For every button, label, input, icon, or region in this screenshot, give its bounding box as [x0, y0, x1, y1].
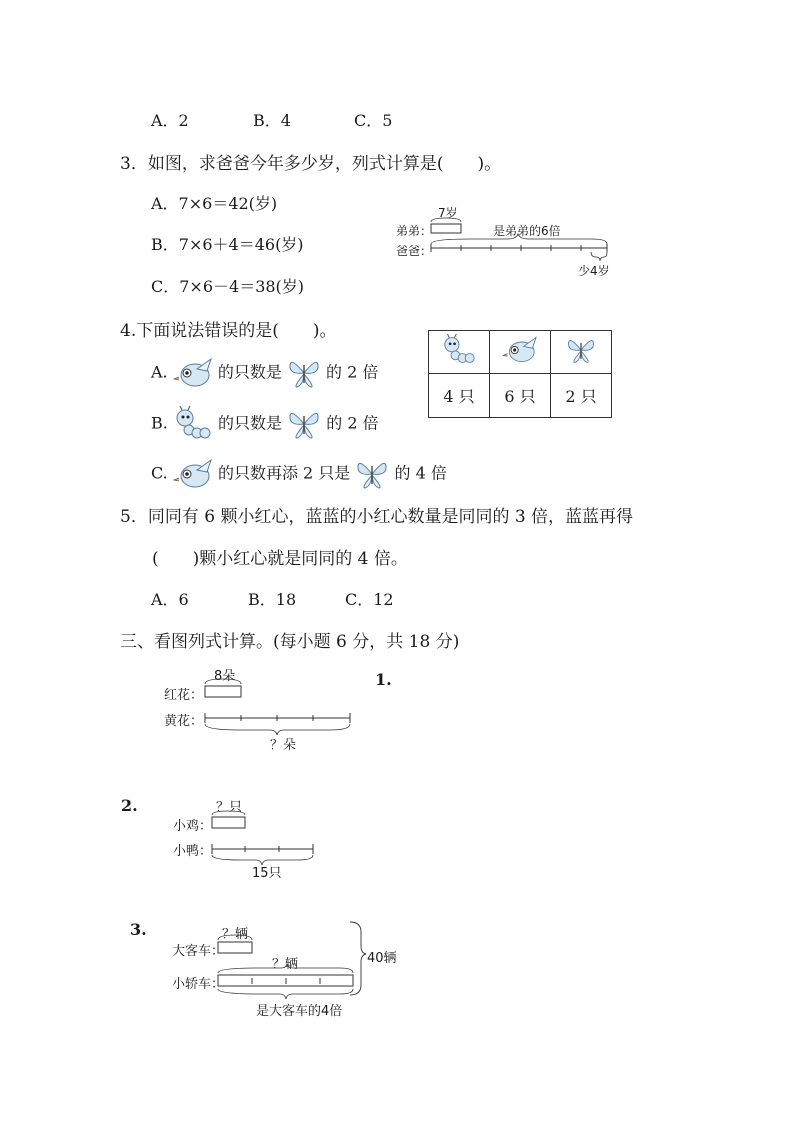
p2-top-label: ？只	[216, 800, 243, 815]
p2-row2-label: 小鸭：	[173, 844, 213, 859]
q3-option-a: A．7×6＝42(岁)	[151, 194, 278, 213]
q3-diagram-less-label: 少4岁	[578, 264, 610, 278]
q4-b-prefix: B.	[151, 413, 168, 433]
q5-stem-line1: 5．同同有 6 颗小红心，蓝蓝的小红心数量是同同的 3 倍，蓝蓝再得	[120, 507, 634, 527]
q4-c-mid: 的只数再添 2 只是	[217, 463, 351, 483]
p2-bottom-label: 15只	[252, 866, 282, 881]
q4-a-mid: 的只数是	[217, 362, 282, 382]
q4-a-tail: 的 2 倍	[326, 362, 379, 382]
p1-bottom-label: ？朵	[270, 738, 297, 753]
p1-number: 1.	[375, 670, 392, 689]
p3-bottom-label: 是大客车的4倍	[256, 1004, 343, 1019]
q5-option-a: A．6	[151, 590, 189, 609]
q5-option-c: C．12	[345, 590, 394, 609]
q2-option-b: B．4	[253, 111, 291, 130]
p3-row1-label: 大客车：	[172, 944, 225, 959]
q4-stem: 4.下面说法错误的是( )。	[120, 321, 337, 341]
q4-c-prefix: C.	[151, 463, 168, 483]
q2-option-c: C．5	[354, 111, 393, 130]
p3-row2-label: 小轿车：	[172, 977, 225, 992]
table-count-butterfly: 2 只	[551, 374, 612, 418]
p1-row2-label: 黄花：	[164, 714, 204, 729]
section3-title: 三、看图列式计算。(每小题 6 分，共 18 分)	[120, 632, 460, 652]
q5-option-b: B．18	[248, 590, 297, 609]
q3-diagram-times-label: 是弟弟的6倍	[493, 224, 561, 238]
q2-option-a: A．2	[151, 111, 189, 130]
p1-row1-label: 红花：	[164, 688, 204, 703]
q4-b-tail: 的 2 倍	[326, 413, 379, 433]
table-count-caterpillar: 4 只	[429, 374, 490, 418]
p3-mid-label: ？辆	[272, 957, 299, 972]
p2-number: 2.	[121, 796, 138, 815]
p1-top-label: 8朵	[214, 669, 236, 684]
q3-diagram-dad-label: 爸爸：	[396, 244, 433, 258]
q4-a-prefix: A.	[151, 362, 168, 382]
p3-total-label: 40辆	[367, 951, 397, 966]
p3-top-label: ？辆	[222, 927, 249, 942]
q3-diagram-brother-label: 弟弟：	[396, 224, 433, 238]
q3-diagram-top-label: 7岁	[438, 206, 458, 220]
q4-c-tail: 的 4 倍	[394, 463, 447, 483]
q3-stem: 3．如图，求爸爸今年多少岁，列式计算是( )。	[120, 154, 502, 174]
table-count-bird: 6 只	[490, 374, 551, 418]
q5-stem-line2: ( )颗小红心就是同同的 4 倍。	[152, 549, 408, 569]
q3-option-c: C．7×6－4＝38(岁)	[151, 277, 305, 296]
q4-b-mid: 的只数是	[218, 413, 283, 433]
p3-number: 3.	[130, 920, 147, 939]
p2-row1-label: 小鸡：	[173, 819, 213, 834]
q3-option-b: B．7×6＋4＝46(岁)	[151, 235, 304, 254]
